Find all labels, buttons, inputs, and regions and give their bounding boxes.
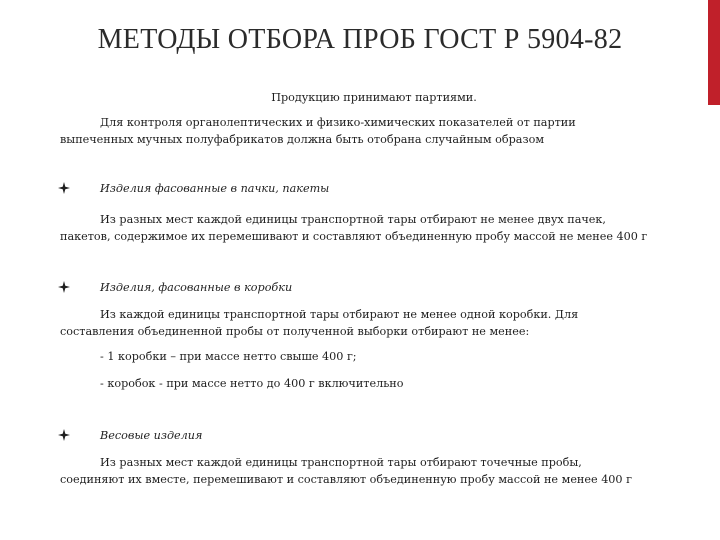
paragraph-line: выпеченных мучных полуфабрикатов должна быть отобрана случайным образом	[60, 133, 545, 146]
diamond-bullet-icon	[58, 182, 70, 194]
diamond-bullet-icon	[58, 429, 70, 441]
section-line: пакетов, содержимое их перемешивают и составляют объединенную пробу массой не менее 400 г	[60, 230, 648, 243]
section-heading: Изделия фасованные в пачки, пакеты	[100, 182, 330, 195]
paragraph-line: Для контроля органолептических и физико-химических показателей от партии	[100, 116, 576, 129]
section-line: - коробок - при массе нетто до 400 г включительно	[100, 377, 404, 390]
section-line: соединяют их вместе, перемешивают и составляют объединенную пробу массой не менее 400 г	[60, 473, 632, 486]
section-line: Из каждой единицы транспортной тары отбирают не менее одной коробки. Для	[100, 308, 579, 321]
slide-title: МЕТОДЫ ОТБОРА ПРОБ ГОСТ Р 5904-82	[97, 24, 623, 55]
section-line: - 1 коробки – при массе нетто свыше 400 г;	[100, 350, 357, 363]
section-line: составления объединенной пробы от полученной выборки отбирают не менее:	[60, 325, 530, 338]
section-heading: Изделия, фасованные в коробки	[100, 281, 293, 294]
section-heading: Весовые изделия	[100, 429, 203, 442]
section-line: Из разных мест каждой единицы транспортной тары отбирают точечные пробы,	[100, 456, 582, 469]
diamond-bullet-icon	[58, 281, 70, 293]
intro-text: Продукцию принимают партиями.	[271, 91, 477, 104]
section-line: Из разных мест каждой единицы транспортной тары отбирают не менее двух пачек,	[100, 213, 606, 226]
